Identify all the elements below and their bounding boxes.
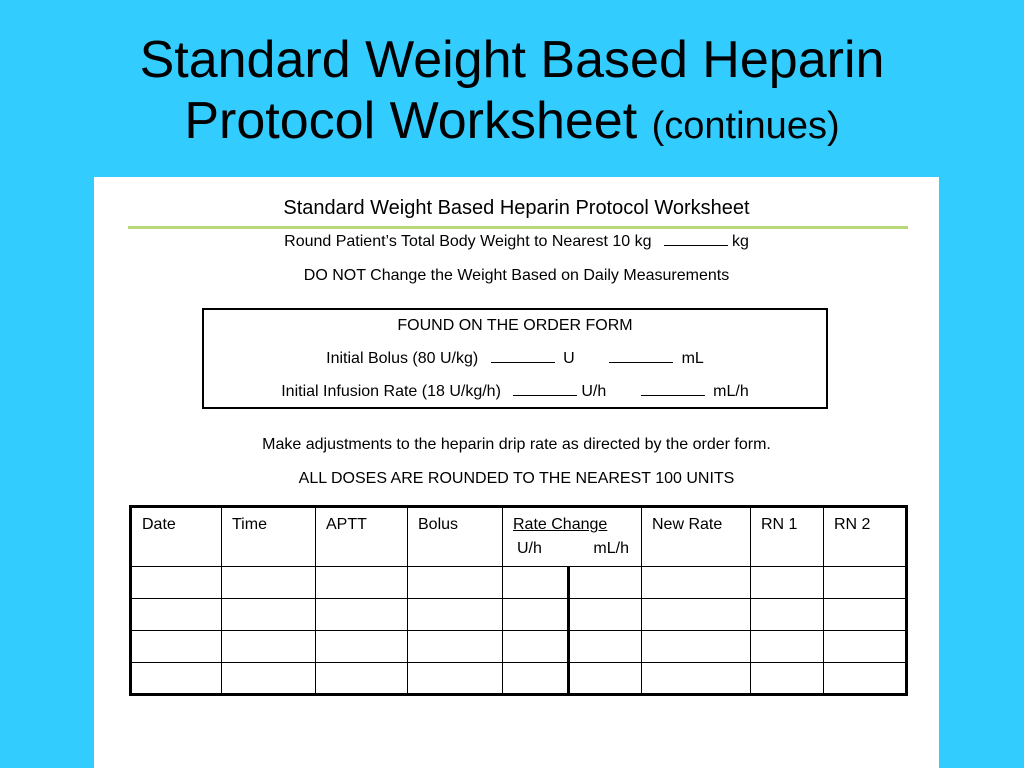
- heading-divider: [128, 226, 908, 229]
- header-date: Date: [131, 507, 222, 567]
- rate-change-uh: U/h: [517, 540, 542, 557]
- weight-blank[interactable]: [664, 244, 728, 246]
- table-cell[interactable]: [569, 663, 642, 695]
- table-row: [131, 631, 907, 663]
- table-cell[interactable]: [131, 663, 222, 695]
- table-cell[interactable]: [751, 599, 824, 631]
- table-cell[interactable]: [131, 631, 222, 663]
- bolus-unit-ml: mL: [681, 350, 704, 367]
- table-row: [131, 567, 907, 599]
- table-cell[interactable]: [642, 599, 751, 631]
- header-time: Time: [222, 507, 316, 567]
- table-row: [131, 663, 907, 695]
- table-cell[interactable]: [131, 567, 222, 599]
- table-cell[interactable]: [751, 567, 824, 599]
- table-cell[interactable]: [642, 663, 751, 695]
- table-cell[interactable]: [569, 567, 642, 599]
- table-cell[interactable]: [316, 631, 408, 663]
- infusion-unit-mlh: mL/h: [713, 383, 749, 400]
- slide-title: [0, 30, 1024, 157]
- bolus-unit-u: U: [563, 350, 575, 367]
- table-cell[interactable]: [642, 567, 751, 599]
- dose-record-table: [129, 505, 908, 696]
- bolus-row: [204, 350, 826, 368]
- table-cell[interactable]: [503, 631, 569, 663]
- table-cell[interactable]: [642, 631, 751, 663]
- header-rate-change: [503, 507, 642, 567]
- rate-change-mlh: mL/h: [593, 540, 629, 557]
- header-rn1: RN 1: [751, 507, 824, 567]
- worksheet-panel: [94, 177, 939, 768]
- bolus-ml-blank[interactable]: [609, 361, 673, 363]
- table-cell[interactable]: [408, 631, 503, 663]
- bolus-units-blank[interactable]: [491, 361, 555, 363]
- title-line-2: [0, 91, 1024, 157]
- weight-line-label: Round Patient’s Total Body Weight to Nearest 10 kg: [284, 233, 652, 250]
- worksheet-heading: Standard Weight Based Heparin Protocol Worksheet: [283, 197, 750, 219]
- table-cell[interactable]: [503, 599, 569, 631]
- infusion-row: [204, 383, 826, 401]
- table-cell[interactable]: [316, 599, 408, 631]
- bolus-label: Initial Bolus (80 U/kg): [326, 350, 479, 367]
- table-cell[interactable]: [222, 599, 316, 631]
- table-cell[interactable]: [131, 599, 222, 631]
- order-box-heading: FOUND ON THE ORDER FORM: [397, 317, 633, 334]
- rate-change-label: Rate Change: [513, 516, 608, 533]
- table-cell[interactable]: [751, 663, 824, 695]
- table-cell[interactable]: [503, 567, 569, 599]
- table-cell[interactable]: [408, 599, 503, 631]
- weight-line: [94, 233, 939, 251]
- table-cell[interactable]: [824, 663, 907, 695]
- weight-unit: kg: [731, 233, 749, 250]
- table-cell[interactable]: [569, 631, 642, 663]
- table-cell[interactable]: [824, 631, 907, 663]
- title-main-text: Protocol Worksheet: [184, 92, 638, 150]
- no-change-note: DO NOT Change the Weight Based on Daily Measurements: [303, 267, 730, 284]
- infusion-label: Initial Infusion Rate (18 U/kg/h): [281, 383, 501, 400]
- table-cell[interactable]: [408, 567, 503, 599]
- table-cell[interactable]: [222, 663, 316, 695]
- infusion-unit-uh: U/h: [581, 383, 607, 400]
- header-new-rate: New Rate: [642, 507, 751, 567]
- table-cell[interactable]: [316, 567, 408, 599]
- order-form-box: [202, 308, 828, 409]
- table-cell[interactable]: [408, 663, 503, 695]
- adjust-note: Make adjustments to the heparin drip rate as directed by the order form.: [262, 436, 771, 453]
- rounding-note: ALL DOSES ARE ROUNDED TO THE NEAREST 100 UNITS: [298, 470, 735, 487]
- table-cell[interactable]: [503, 663, 569, 695]
- infusion-ml-blank[interactable]: [641, 394, 705, 396]
- table-cell[interactable]: [569, 599, 642, 631]
- infusion-units-blank[interactable]: [513, 394, 577, 396]
- table-cell[interactable]: [824, 567, 907, 599]
- table-cell[interactable]: [824, 599, 907, 631]
- header-aptt: APTT: [316, 507, 408, 567]
- title-suffix: (continues): [651, 105, 840, 147]
- header-bolus: Bolus: [408, 507, 503, 567]
- table-cell[interactable]: [222, 631, 316, 663]
- table-header-row: [131, 507, 907, 567]
- header-rn2: RN 2: [824, 507, 907, 567]
- table-row: [131, 599, 907, 631]
- rate-change-units: [513, 540, 631, 558]
- table-cell[interactable]: [751, 631, 824, 663]
- title-line-1: Standard Weight Based Heparin: [139, 31, 885, 89]
- table-cell[interactable]: [316, 663, 408, 695]
- table-cell[interactable]: [222, 567, 316, 599]
